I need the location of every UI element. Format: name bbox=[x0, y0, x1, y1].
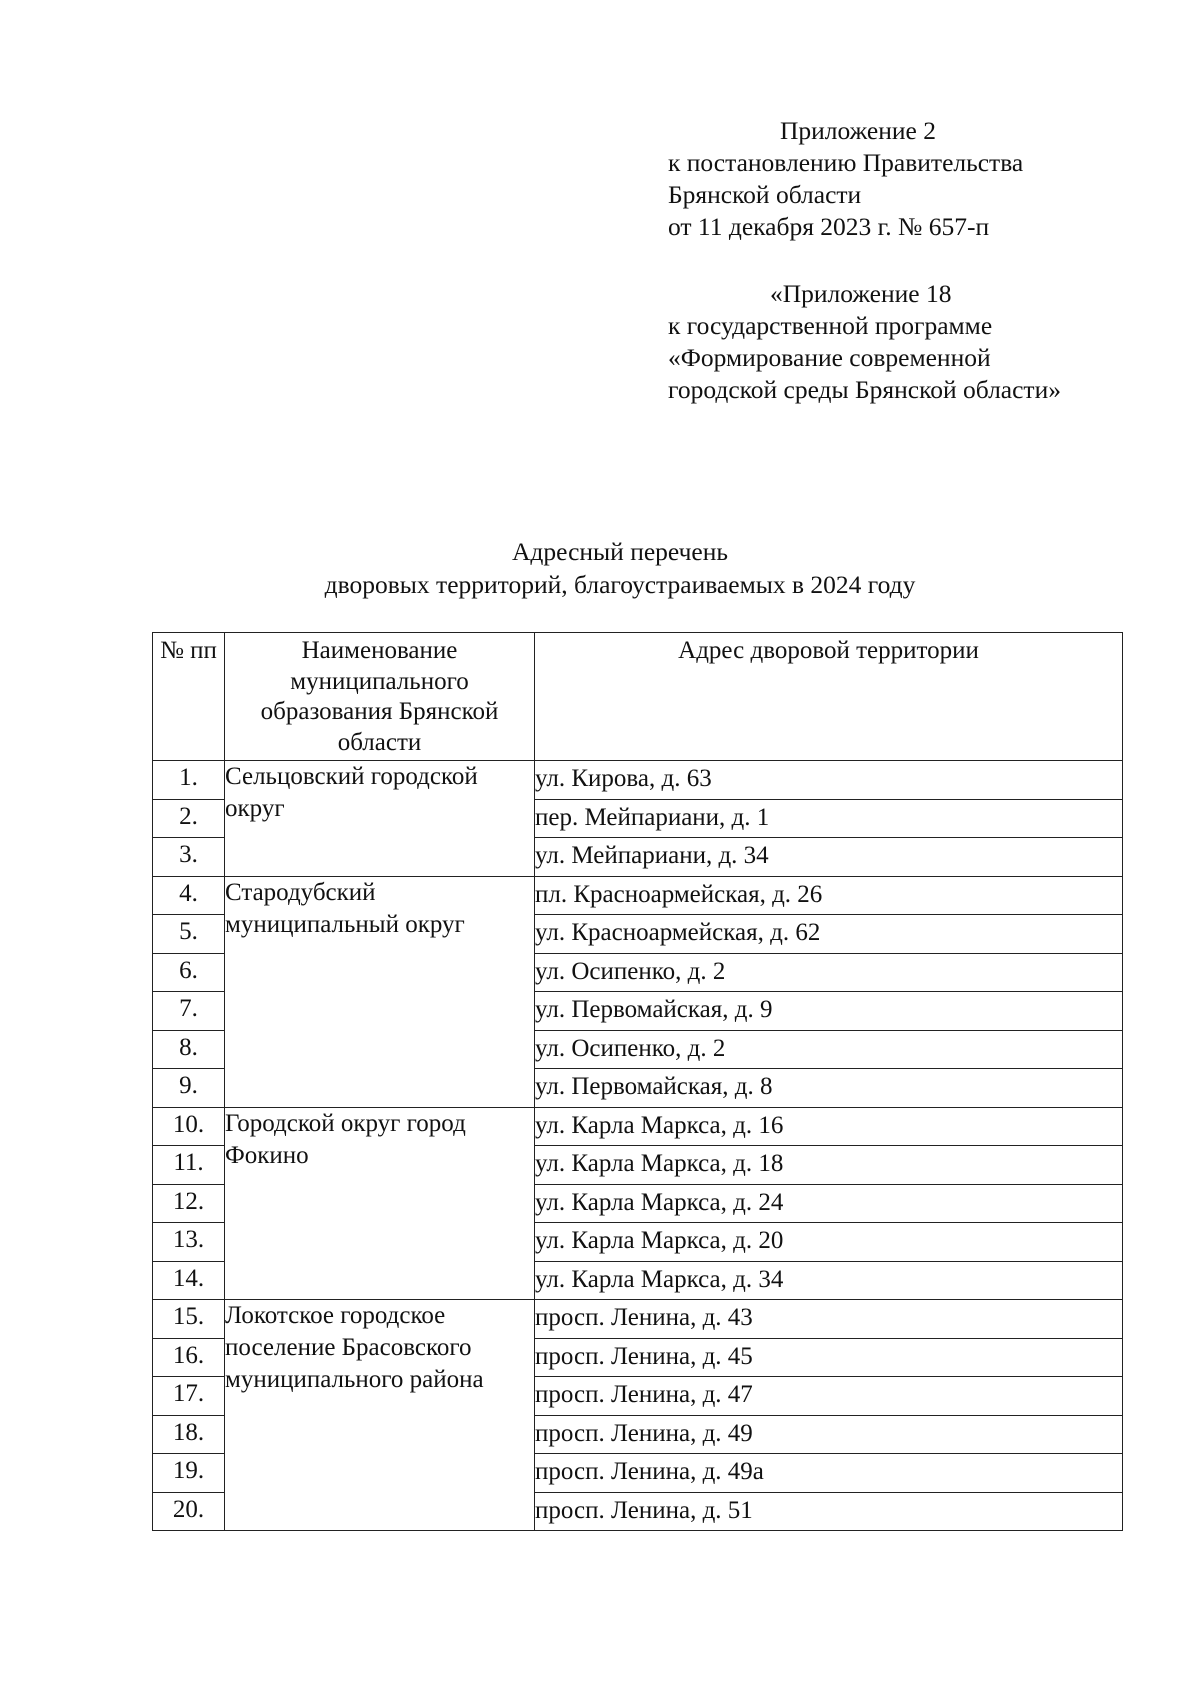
heading-title: Адресный перечень bbox=[511, 537, 729, 566]
row-number: 5. bbox=[153, 915, 225, 954]
row-number: 9. bbox=[153, 1069, 225, 1108]
heading-subtitle: дворовых территорий, благоустраиваемых в 2024 году bbox=[324, 570, 916, 599]
row-number: 12. bbox=[153, 1184, 225, 1223]
appendix-date-number: от 11 декабря 2023 г. № 657-п bbox=[668, 212, 990, 241]
address-cell: ул. Кирова, д. 63 bbox=[535, 761, 1123, 800]
header-num: № пп bbox=[153, 633, 225, 761]
appendix-program-name-end: городской среды Брянской области» bbox=[668, 375, 1061, 404]
row-number: 2. bbox=[153, 799, 225, 838]
address-table bbox=[152, 632, 1123, 1531]
appendix-region-line: Брянской области bbox=[668, 180, 862, 209]
row-number: 6. bbox=[153, 953, 225, 992]
address-cell: просп. Ленина, д. 49а bbox=[535, 1454, 1123, 1493]
municipality-cell: Локотское городское поселение Брасовского муниципального района bbox=[225, 1300, 535, 1531]
document-heading bbox=[150, 535, 1090, 601]
address-cell: ул. Карла Маркса, д. 20 bbox=[535, 1223, 1123, 1262]
row-number: 7. bbox=[153, 992, 225, 1031]
municipality-cell: Городской округ город Фокино bbox=[225, 1107, 535, 1300]
appendix-program-title: «Приложение 18 bbox=[770, 279, 952, 308]
address-cell: пер. Мейпариани, д. 1 bbox=[535, 799, 1123, 838]
address-cell: ул. Карла Маркса, д. 24 bbox=[535, 1184, 1123, 1223]
address-cell: ул. Красноармейская, д. 62 bbox=[535, 915, 1123, 954]
row-number: 16. bbox=[153, 1338, 225, 1377]
appendix-block bbox=[668, 115, 1023, 243]
address-cell: ул. Карла Маркса, д. 16 bbox=[535, 1107, 1123, 1146]
row-number: 8. bbox=[153, 1030, 225, 1069]
address-cell: ул. Первомайская, д. 8 bbox=[535, 1069, 1123, 1108]
appendix-program-line: к государственной программе bbox=[668, 311, 993, 340]
address-cell: просп. Ленина, д. 45 bbox=[535, 1338, 1123, 1377]
table-row bbox=[153, 1107, 1123, 1146]
address-cell: ул. Осипенко, д. 2 bbox=[535, 953, 1123, 992]
table-body bbox=[153, 761, 1123, 1531]
row-number: 1. bbox=[153, 761, 225, 800]
address-cell: просп. Ленина, д. 51 bbox=[535, 1492, 1123, 1531]
address-cell: пл. Красноармейская, д. 26 bbox=[535, 876, 1123, 915]
table-row bbox=[153, 876, 1123, 915]
appendix-title: Приложение 2 bbox=[780, 116, 936, 145]
header-address: Адрес дворовой территории bbox=[535, 633, 1123, 761]
address-cell: ул. Карла Маркса, д. 18 bbox=[535, 1146, 1123, 1185]
row-number: 18. bbox=[153, 1415, 225, 1454]
row-number: 10. bbox=[153, 1107, 225, 1146]
row-number: 17. bbox=[153, 1377, 225, 1416]
table-header-row bbox=[153, 633, 1123, 761]
row-number: 19. bbox=[153, 1454, 225, 1493]
row-number: 4. bbox=[153, 876, 225, 915]
row-number: 20. bbox=[153, 1492, 225, 1531]
row-number: 14. bbox=[153, 1261, 225, 1300]
row-number: 13. bbox=[153, 1223, 225, 1262]
address-cell: ул. Первомайская, д. 9 bbox=[535, 992, 1123, 1031]
row-number: 11. bbox=[153, 1146, 225, 1185]
municipality-cell: Сельцовский городской округ bbox=[225, 761, 535, 877]
address-cell: ул. Осипенко, д. 2 bbox=[535, 1030, 1123, 1069]
appendix-program-name-line: «Формирование современной bbox=[668, 343, 991, 372]
table-row bbox=[153, 1300, 1123, 1339]
appendix-program-block bbox=[668, 278, 1061, 406]
address-cell: просп. Ленина, д. 43 bbox=[535, 1300, 1123, 1339]
municipality-cell: Стародубский муниципальный округ bbox=[225, 876, 535, 1107]
address-cell: ул. Мейпариани, д. 34 bbox=[535, 838, 1123, 877]
address-cell: просп. Ленина, д. 49 bbox=[535, 1415, 1123, 1454]
row-number: 3. bbox=[153, 838, 225, 877]
appendix-resolution-line: к постановлению Правительства bbox=[668, 148, 1024, 177]
row-number: 15. bbox=[153, 1300, 225, 1339]
header-municipality: Наименование муниципального образования Брянской области bbox=[225, 633, 535, 761]
table-row bbox=[153, 761, 1123, 800]
address-cell: ул. Карла Маркса, д. 34 bbox=[535, 1261, 1123, 1300]
address-cell: просп. Ленина, д. 47 bbox=[535, 1377, 1123, 1416]
